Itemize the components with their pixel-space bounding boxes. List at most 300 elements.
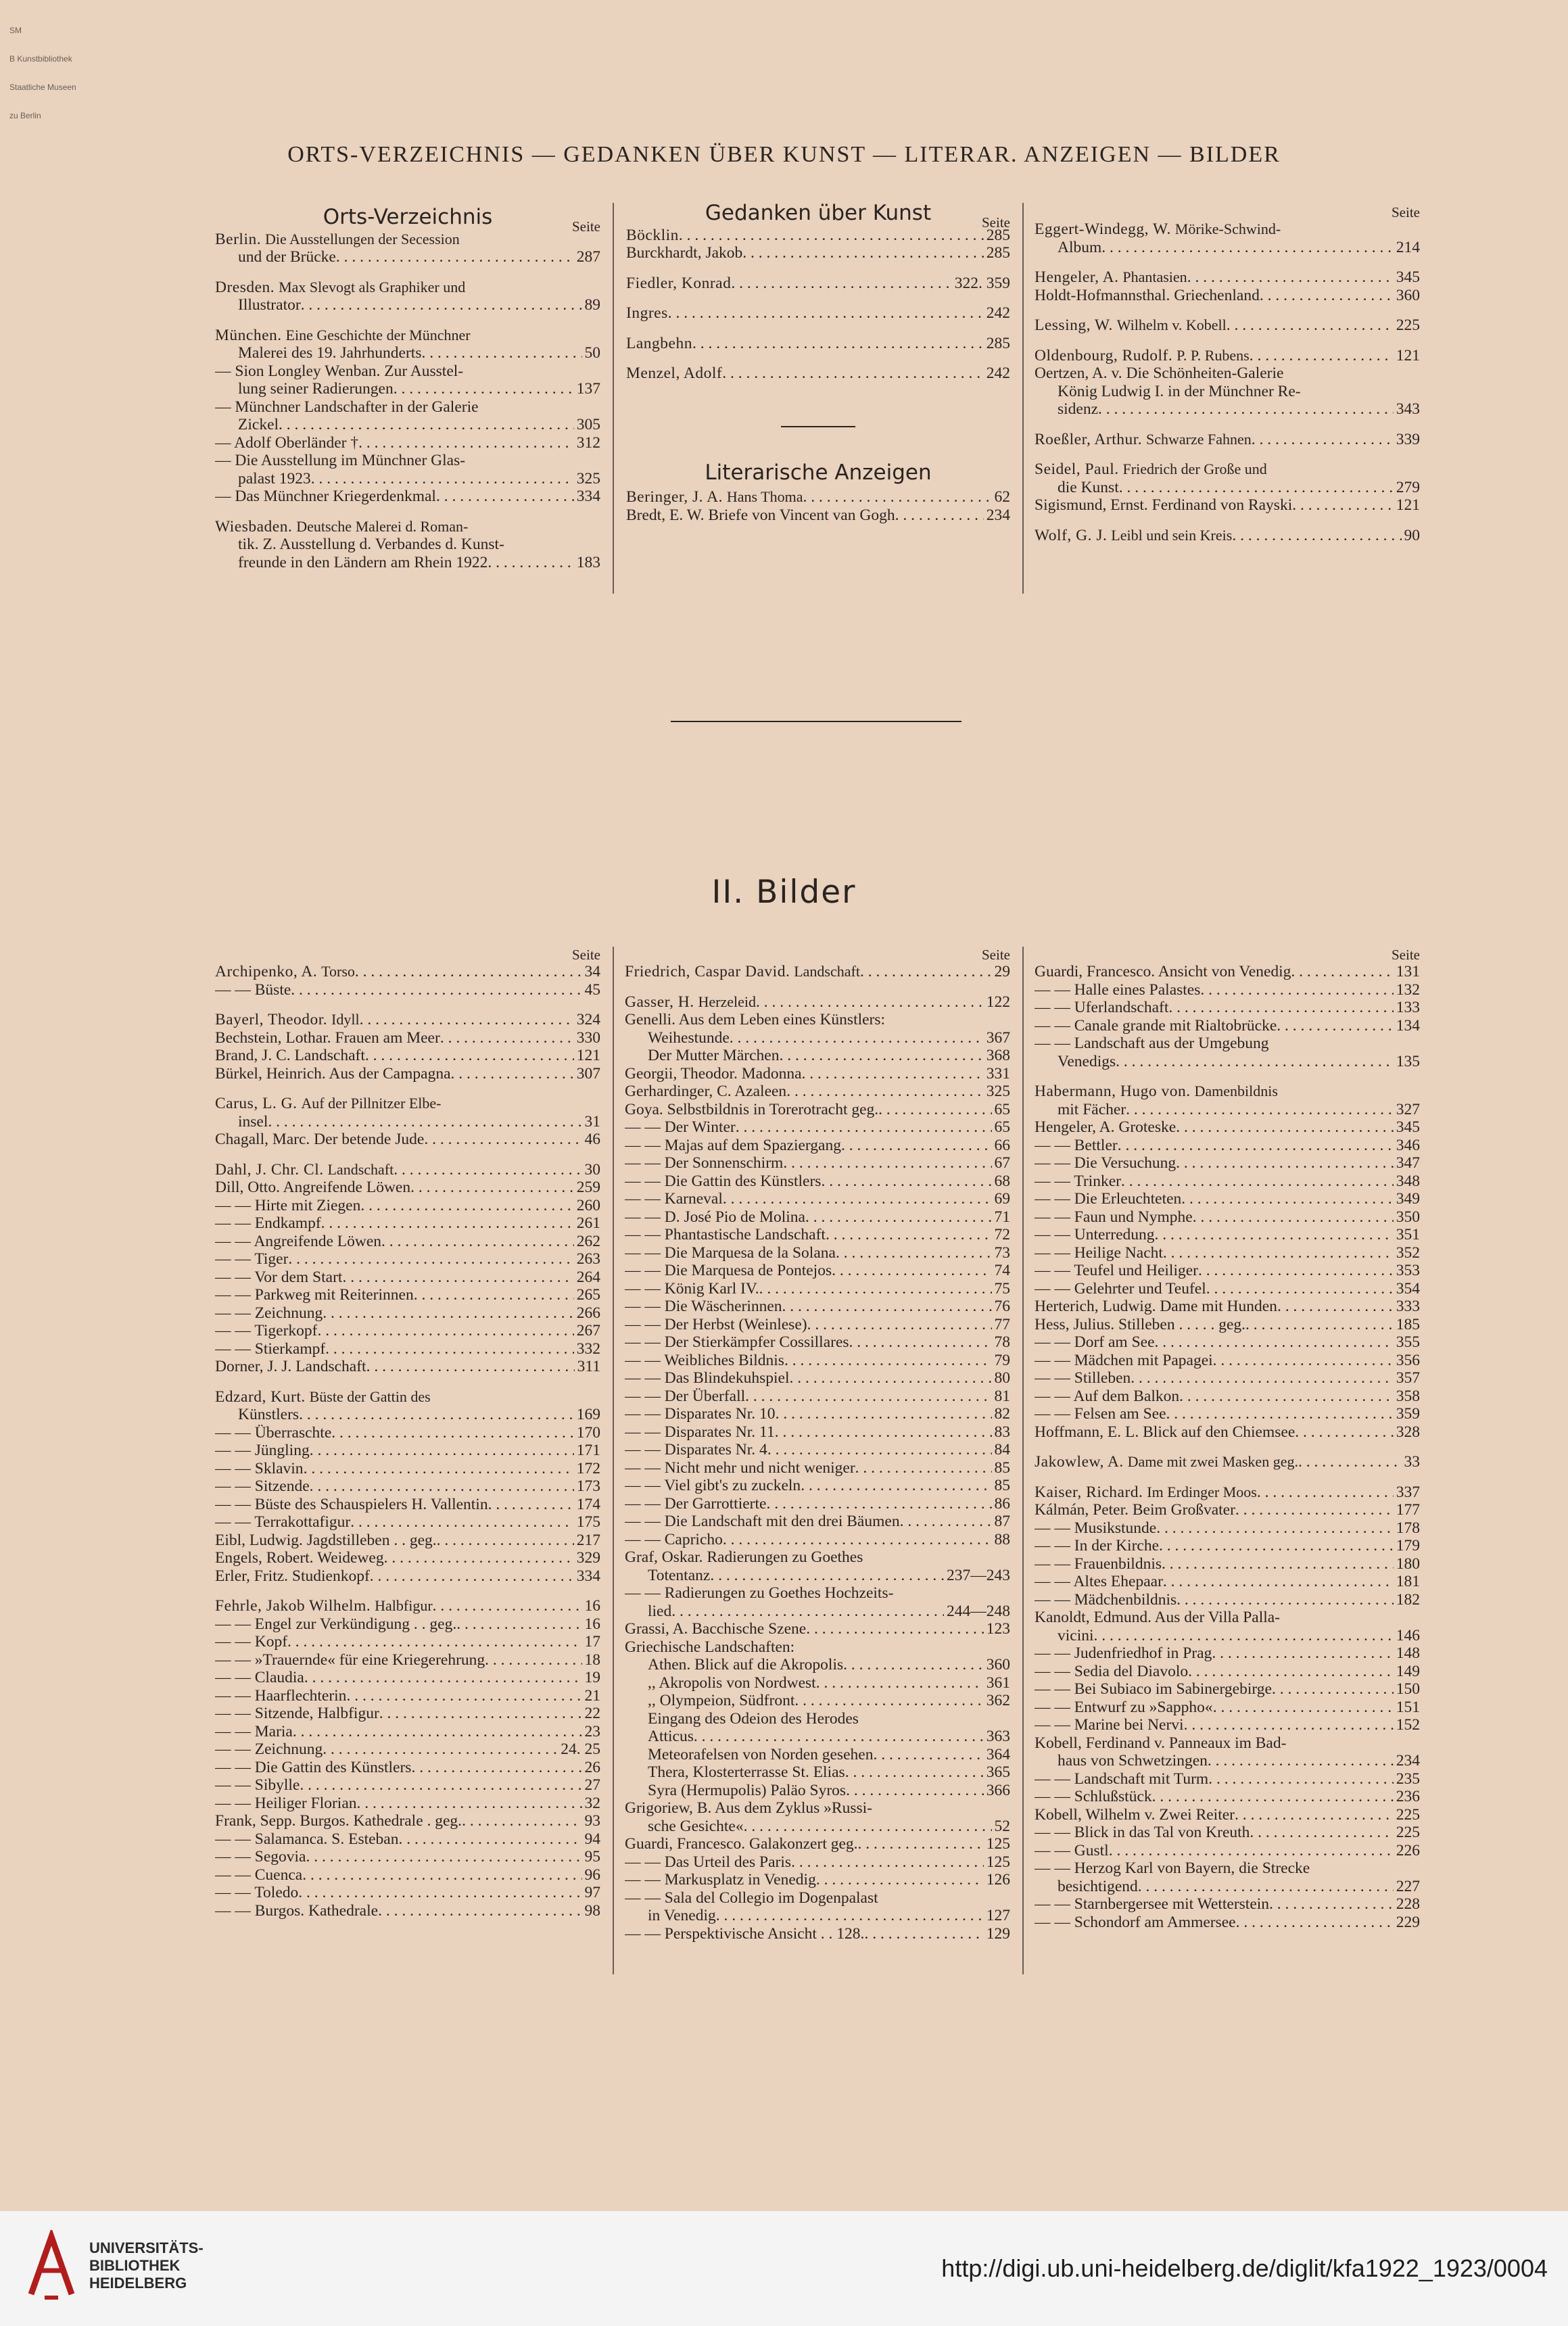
page-number: 97 — [584, 1884, 600, 1901]
dot-leader — [1184, 1716, 1394, 1734]
dot-leader — [325, 1340, 574, 1358]
dot-leader — [1269, 1895, 1394, 1914]
entry-text: — — Nicht mehr und nicht weniger — [625, 1458, 855, 1477]
page-number: 332 — [576, 1339, 600, 1358]
entry-name: Lessing, W. — [1035, 316, 1113, 334]
index-entry — [215, 1322, 600, 1340]
page-number: 152 — [1396, 1716, 1420, 1734]
dot-leader — [679, 227, 984, 245]
dot-leader — [722, 364, 984, 383]
logo-line: UNIVERSITÄTS- — [89, 2239, 204, 2256]
dot-leader — [268, 1113, 581, 1131]
dot-leader — [394, 380, 574, 398]
entry-text: — — Sedia del Diavolo — [1035, 1662, 1189, 1680]
dot-leader — [1272, 1680, 1394, 1699]
entry-text: — — Sklavin — [215, 1459, 304, 1477]
index-entry — [1035, 1644, 1420, 1663]
page-number: 69 — [994, 1190, 1010, 1208]
dot-leader — [1163, 1573, 1394, 1591]
entry-text: Grigoriew, B. Aus dem Zyklus »Russi- — [625, 1799, 872, 1817]
page-number: 360 — [986, 1656, 1010, 1674]
column-divider — [613, 203, 614, 594]
index-entry — [1035, 1280, 1420, 1298]
page-number: 331 — [986, 1064, 1010, 1083]
entry-text: — — Der Herbst (Weinlese) — [625, 1315, 807, 1333]
page-number: 263 — [576, 1250, 600, 1268]
page-number: 347 — [1396, 1154, 1420, 1172]
entry-text: — — Cuenca — [215, 1866, 303, 1884]
dot-leader — [895, 506, 984, 525]
page-number: 287 — [576, 248, 600, 266]
dot-leader — [789, 1369, 991, 1387]
entry-text: — — Angreifende Löwen — [215, 1232, 382, 1250]
index-entry — [625, 1818, 1010, 1836]
orts-verzeichnis-column — [215, 205, 600, 571]
page-number: 179 — [1396, 1537, 1420, 1554]
index-entry — [1035, 1537, 1420, 1555]
index-entry — [1035, 1663, 1420, 1681]
entry-name: Habermann, Hugo von. — [1035, 1083, 1191, 1100]
dot-leader — [300, 1776, 581, 1795]
logo-line: BIBLIOTHEK — [89, 2257, 181, 2274]
dot-leader — [436, 488, 574, 506]
index-entry — [1035, 1369, 1420, 1387]
entry-text: — — Toledo — [215, 1884, 299, 1901]
entry-text: die Kunst — [1058, 478, 1119, 496]
dot-leader — [358, 434, 574, 452]
entry-desc: Landschaft — [794, 963, 860, 980]
page-number: 339 — [1396, 430, 1420, 448]
dot-leader — [710, 1567, 944, 1585]
page-number: 178 — [1396, 1519, 1420, 1537]
index-entry — [625, 1584, 1010, 1603]
dot-leader — [1176, 1118, 1394, 1137]
entry-name: Oldenbourg, Rudolf. — [1035, 346, 1173, 364]
dot-leader — [488, 1496, 574, 1514]
page-header: ORTS-VERZEICHNIS — GEDANKEN ÜBER KUNST — LITERAR. ANZEIGEN — BILDER — [287, 142, 1281, 167]
dot-leader — [1159, 1537, 1394, 1555]
index-entry — [625, 1746, 1010, 1764]
index-entry — [625, 993, 1010, 1012]
column-divider — [613, 947, 614, 1974]
page-number: 244—248 — [947, 1602, 1010, 1620]
index-entry — [215, 1424, 600, 1442]
dot-leader — [860, 963, 992, 981]
entry-text: — — Claudia — [215, 1669, 304, 1686]
index-entry — [215, 279, 600, 297]
page-number: 71 — [994, 1208, 1010, 1226]
index-entry — [215, 1442, 600, 1460]
column-divider — [1022, 947, 1024, 1974]
entry-text: — — Disparates Nr. 11 — [625, 1423, 775, 1441]
dot-leader — [744, 1818, 992, 1836]
index-entry — [215, 1513, 600, 1532]
dot-leader — [802, 1065, 984, 1083]
index-entry — [625, 1495, 1010, 1513]
index-entry — [1035, 1262, 1420, 1280]
index-entry — [215, 248, 600, 266]
entry-text: lied — [648, 1602, 672, 1620]
source-url-link[interactable]: http://digi.ub.uni-heidelberg.de/diglit/kfa1922_1923/0004 — [941, 2254, 1548, 2282]
entry-text: Dorner, J. J. Landschaft — [215, 1358, 366, 1375]
seite-label: Seite — [572, 218, 600, 235]
page-number: 229 — [1396, 1913, 1420, 1931]
index-entry — [215, 1197, 600, 1215]
index-entry — [1035, 1405, 1420, 1423]
dot-leader — [784, 1352, 992, 1370]
entry-text: — — Büste — [215, 980, 291, 999]
index-entry — [1035, 1914, 1420, 1932]
page-number: 170 — [576, 1423, 600, 1442]
dot-leader — [287, 1633, 581, 1651]
index-entry — [215, 1460, 600, 1478]
dot-leader — [410, 1179, 574, 1197]
index-entry — [625, 1333, 1010, 1352]
entry-text: — — Trinker — [1035, 1172, 1121, 1190]
entry-text: — — Dorf am See — [1035, 1333, 1155, 1351]
group-gap — [1035, 256, 1420, 268]
dot-leader — [767, 1441, 992, 1459]
entry-text: — — Mädchen mit Papagei — [1035, 1351, 1213, 1369]
index-entry — [215, 1358, 600, 1376]
index-entry — [625, 1889, 1010, 1907]
entry-name: Archipenko, A. — [215, 963, 318, 980]
entry-text: — — Faun und Nymphe — [1035, 1208, 1193, 1226]
page-number: 95 — [584, 1848, 600, 1866]
page-number: 132 — [1396, 980, 1420, 999]
page-number: 358 — [1396, 1387, 1420, 1405]
entry-name: Ingres — [626, 304, 668, 322]
page-number: 364 — [986, 1745, 1010, 1763]
dot-leader — [1227, 316, 1394, 335]
dot-leader — [311, 470, 574, 488]
dot-leader — [1119, 479, 1394, 497]
dot-leader — [845, 1763, 984, 1782]
index-entry — [215, 1902, 600, 1920]
page-number: 234 — [1396, 1752, 1420, 1770]
index-entry — [215, 344, 600, 362]
index-entry — [1035, 1699, 1420, 1717]
page-number: 330 — [576, 1028, 600, 1047]
stamp-line: B Kunstbibliothek — [9, 54, 72, 64]
index-entry — [626, 304, 1010, 323]
index-entry — [625, 1262, 1010, 1280]
index-entry — [625, 1656, 1010, 1674]
index-entry — [215, 1848, 600, 1866]
page-number: 18 — [584, 1651, 600, 1669]
entry-text: palast 1923 — [238, 469, 311, 488]
index-entry — [215, 1406, 600, 1424]
dot-leader — [321, 1214, 574, 1233]
index-entry — [1035, 999, 1420, 1017]
index-entry — [625, 963, 1010, 981]
dot-leader — [801, 1477, 991, 1495]
page-number: 368 — [986, 1047, 1010, 1064]
entry-name: Berlin. — [215, 230, 262, 248]
page-number: 225 — [1396, 1805, 1420, 1824]
entry-text: — — Kopf — [215, 1633, 288, 1651]
index-entry — [1035, 1895, 1420, 1914]
index-entry — [625, 1477, 1010, 1495]
entry-text: — — Der Winter — [625, 1118, 736, 1136]
dot-leader — [736, 1118, 992, 1137]
page-number: 360 — [1396, 286, 1420, 304]
dot-leader — [1155, 1226, 1394, 1244]
entry-desc: Herzeleid — [698, 993, 756, 1010]
entry-text: Totentanz — [648, 1566, 711, 1584]
entry-name: Menzel, Adolf — [626, 364, 723, 382]
group-gap — [215, 266, 600, 279]
index-entry — [625, 1620, 1010, 1638]
entry-text: — — Landschaft aus der Umgebung — [1035, 1035, 1269, 1052]
entry-text: Venedigs — [1058, 1052, 1116, 1070]
index-entry — [625, 1799, 1010, 1818]
entry-text: König Ludwig I. in der Münchner Re- — [1058, 382, 1301, 400]
group-gap — [1035, 1070, 1420, 1083]
entry-text: — — Canale grande mit Rialtobrücke — [1035, 1016, 1277, 1035]
dot-leader — [783, 1154, 991, 1172]
entry-text: — — Bei Subiaco im Sabinergebirge — [1035, 1680, 1272, 1698]
entry-name: Friedrich, Caspar David. — [625, 963, 790, 980]
dot-leader — [1188, 1663, 1394, 1681]
entry-text: Chagall, Marc. Der betende Jude — [215, 1131, 425, 1148]
entry-text: Erler, Fritz. Studienkopf — [215, 1567, 370, 1585]
index-entry — [625, 1208, 1010, 1227]
index-entry — [215, 1795, 600, 1813]
page-number: 226 — [1396, 1841, 1420, 1859]
page-number: 363 — [986, 1728, 1010, 1745]
page-number: 312 — [576, 433, 600, 452]
entry-text: — — König Karl IV. — [625, 1279, 759, 1298]
index-entry — [1035, 1190, 1420, 1208]
entry-name: Edzard, Kurt. — [215, 1387, 306, 1406]
page-number: 65 — [994, 1118, 1010, 1136]
page-number: 307 — [576, 1064, 600, 1083]
entry-text: Bredt, E. W. Briefe von Vincent van Gogh — [626, 506, 895, 524]
dot-leader — [1098, 400, 1394, 419]
page-number: 183 — [576, 553, 600, 571]
dot-leader — [745, 1387, 991, 1406]
entry-name: Dahl, J. Chr. Cl. — [215, 1160, 324, 1179]
dot-leader — [849, 1333, 992, 1352]
page-number: 90 — [1404, 526, 1420, 544]
page-number: 149 — [1396, 1662, 1420, 1680]
entry-text: — Adolf Oberländer † — [215, 433, 359, 452]
page-number: 150 — [1396, 1680, 1420, 1698]
dot-leader — [1277, 1298, 1394, 1316]
entry-text: Herterich, Ludwig. Dame mit Hunden — [1035, 1298, 1277, 1315]
page-number: 169 — [576, 1406, 600, 1423]
dot-leader — [1163, 1244, 1394, 1262]
page-number: 148 — [1396, 1644, 1420, 1662]
index-entry — [625, 1137, 1010, 1155]
entry-name: Fehrle, Jakob Wilhelm. — [215, 1597, 371, 1615]
dot-leader — [1208, 1770, 1394, 1788]
dot-leader — [1187, 268, 1394, 287]
page-number: 93 — [584, 1812, 600, 1830]
index-entry — [625, 1387, 1010, 1406]
page-number: 133 — [1396, 999, 1420, 1016]
index-entry — [1035, 1423, 1420, 1442]
entry-text: — — Unterredung — [1035, 1226, 1155, 1243]
dot-leader — [1152, 1788, 1394, 1806]
dot-leader — [1176, 1154, 1394, 1172]
dot-leader — [766, 1495, 991, 1513]
index-entry — [1035, 1453, 1420, 1471]
dot-leader — [1193, 1208, 1394, 1227]
group-gap — [215, 314, 600, 327]
index-entry — [1035, 1752, 1420, 1770]
index-entry — [1035, 1842, 1420, 1860]
group-gap — [626, 352, 1010, 364]
index-entry — [1035, 1806, 1420, 1824]
entry-text: Gerhardinger, C. Azaleen — [625, 1083, 787, 1100]
dot-leader — [807, 1316, 992, 1334]
entry-name: Kaiser, Richard. — [1035, 1483, 1143, 1501]
index-entry — [1035, 1226, 1420, 1244]
page-number: 85 — [994, 1477, 1010, 1494]
dot-leader — [843, 1656, 984, 1674]
index-entry — [1035, 1172, 1420, 1191]
index-entry — [215, 1340, 600, 1358]
entry-desc: Mörike-Schwind- — [1174, 220, 1281, 237]
index-entry — [215, 1669, 600, 1687]
index-entry — [625, 1101, 1010, 1119]
entry-text: Grassi, A. Bacchische Szene — [625, 1620, 807, 1638]
dot-leader — [730, 1029, 984, 1047]
page-number: 121 — [1396, 496, 1420, 514]
dot-leader — [1260, 287, 1394, 305]
dot-leader — [855, 1459, 992, 1477]
page-number: 285 — [986, 244, 1010, 262]
entry-name: Gasser, H. — [625, 993, 694, 1011]
page-number: 31 — [584, 1112, 600, 1131]
entry-text: Eibl, Ludwig. Jagdstilleben . . geg. — [215, 1531, 437, 1549]
page-number: 214 — [1396, 238, 1420, 256]
index-entry — [625, 1638, 1010, 1657]
entry-text: — — Sibylle — [215, 1776, 300, 1794]
dot-leader — [1298, 1453, 1402, 1471]
entry-text: — — Das Urteil des Paris — [625, 1853, 792, 1871]
page-number: 72 — [994, 1226, 1010, 1243]
literar-title: Literarische Anzeigen — [705, 460, 932, 485]
page-number: 181 — [1396, 1573, 1420, 1590]
index-entry — [625, 1154, 1010, 1172]
index-entry — [1035, 1333, 1420, 1352]
page-number: 171 — [576, 1442, 600, 1459]
group-gap — [215, 999, 600, 1011]
entry-desc: Schwarze Fahnen — [1146, 430, 1252, 448]
page-number: 21 — [584, 1686, 600, 1705]
index-entry — [625, 1172, 1010, 1191]
index-entry — [1035, 1298, 1420, 1316]
page-number: 264 — [576, 1268, 600, 1286]
entry-name: Hengeler, A. — [1035, 268, 1119, 286]
dot-leader — [317, 1322, 573, 1340]
entry-text: Holdt-Hofmannsthal. Griechenland — [1035, 286, 1260, 304]
entry-text: — — Überraschte — [215, 1423, 332, 1442]
dot-leader — [846, 1782, 984, 1800]
entry-text: Eingang des Odeion des Herodes — [648, 1709, 859, 1728]
index-entry — [215, 296, 600, 314]
index-entry — [1035, 364, 1420, 383]
entry-text: Griechische Landschaften: — [625, 1638, 795, 1656]
index-entry — [1035, 963, 1420, 981]
bilder-title: II. Bilder — [711, 874, 857, 911]
entry-text: sche Gesichte« — [648, 1817, 744, 1835]
index-entry — [1035, 1878, 1420, 1896]
dot-leader — [803, 488, 992, 506]
dot-leader — [336, 248, 574, 266]
entry-text: — — Sala del Collegio im Dogenpalast — [625, 1889, 878, 1907]
entry-text: — — Weibliches Bildnis — [625, 1351, 784, 1369]
dot-leader — [365, 1047, 574, 1065]
page-number: 324 — [576, 1011, 600, 1028]
dot-leader — [742, 244, 983, 262]
index-entry — [625, 1925, 1010, 1943]
dot-leader — [399, 1830, 582, 1849]
group-gap — [625, 981, 1010, 993]
index-entry — [215, 1496, 600, 1514]
index-entry — [625, 1674, 1010, 1692]
index-entry — [625, 1548, 1010, 1567]
dot-leader — [671, 1603, 944, 1621]
entry-text: — — Sitzende, Halbfigur — [215, 1705, 379, 1722]
page-number: 129 — [986, 1924, 1010, 1943]
index-entry — [215, 488, 600, 506]
entry-text: — — Blick in das Tal von Kreuth — [1035, 1824, 1250, 1841]
page-number: 217 — [576, 1531, 600, 1549]
dot-leader — [794, 1692, 983, 1710]
index-entry — [625, 1513, 1010, 1531]
page-number: 362 — [986, 1692, 1010, 1709]
page-number: 16 — [584, 1615, 600, 1633]
index-entry — [625, 1441, 1010, 1459]
page-number: 367 — [986, 1028, 1010, 1047]
page-number: 125 — [986, 1853, 1010, 1871]
stamp-line: SM — [9, 26, 22, 35]
page-number: 78 — [994, 1333, 1010, 1351]
dot-leader — [1212, 1644, 1393, 1663]
university-logo-text — [89, 2239, 204, 2292]
index-entry — [625, 1459, 1010, 1477]
index-entry — [1035, 1627, 1420, 1645]
entry-desc: Landschaft — [327, 1160, 394, 1178]
index-entry — [215, 1687, 600, 1705]
entry-text: — — Hirte mit Ziegen — [215, 1196, 361, 1214]
entry-text: — — Stilleben — [1035, 1369, 1131, 1387]
dot-leader — [384, 1549, 574, 1567]
page-number: 96 — [584, 1866, 600, 1884]
dot-leader — [299, 1406, 574, 1424]
index-entry — [1035, 287, 1420, 305]
index-entry — [626, 227, 1010, 245]
entry-text: — — Frauenbildnis — [1035, 1554, 1162, 1573]
entry-desc: Idyll — [331, 1011, 360, 1028]
index-entry — [625, 1835, 1010, 1853]
index-entry — [1035, 527, 1420, 545]
dot-leader — [366, 1358, 575, 1376]
index-entry — [215, 1113, 600, 1131]
entry-text: Sigismund, Ernst. Ferdinand von Rayski — [1035, 496, 1293, 514]
dot-leader — [864, 1925, 983, 1943]
index-entry — [625, 1065, 1010, 1083]
entry-text: — — Die Landschaft mit den drei Bäumen — [625, 1513, 900, 1530]
index-entry — [1035, 239, 1420, 257]
index-entry — [1035, 1770, 1420, 1788]
entry-name: Jakowlew, A. — [1035, 1453, 1124, 1471]
index-entry — [1035, 1208, 1420, 1227]
